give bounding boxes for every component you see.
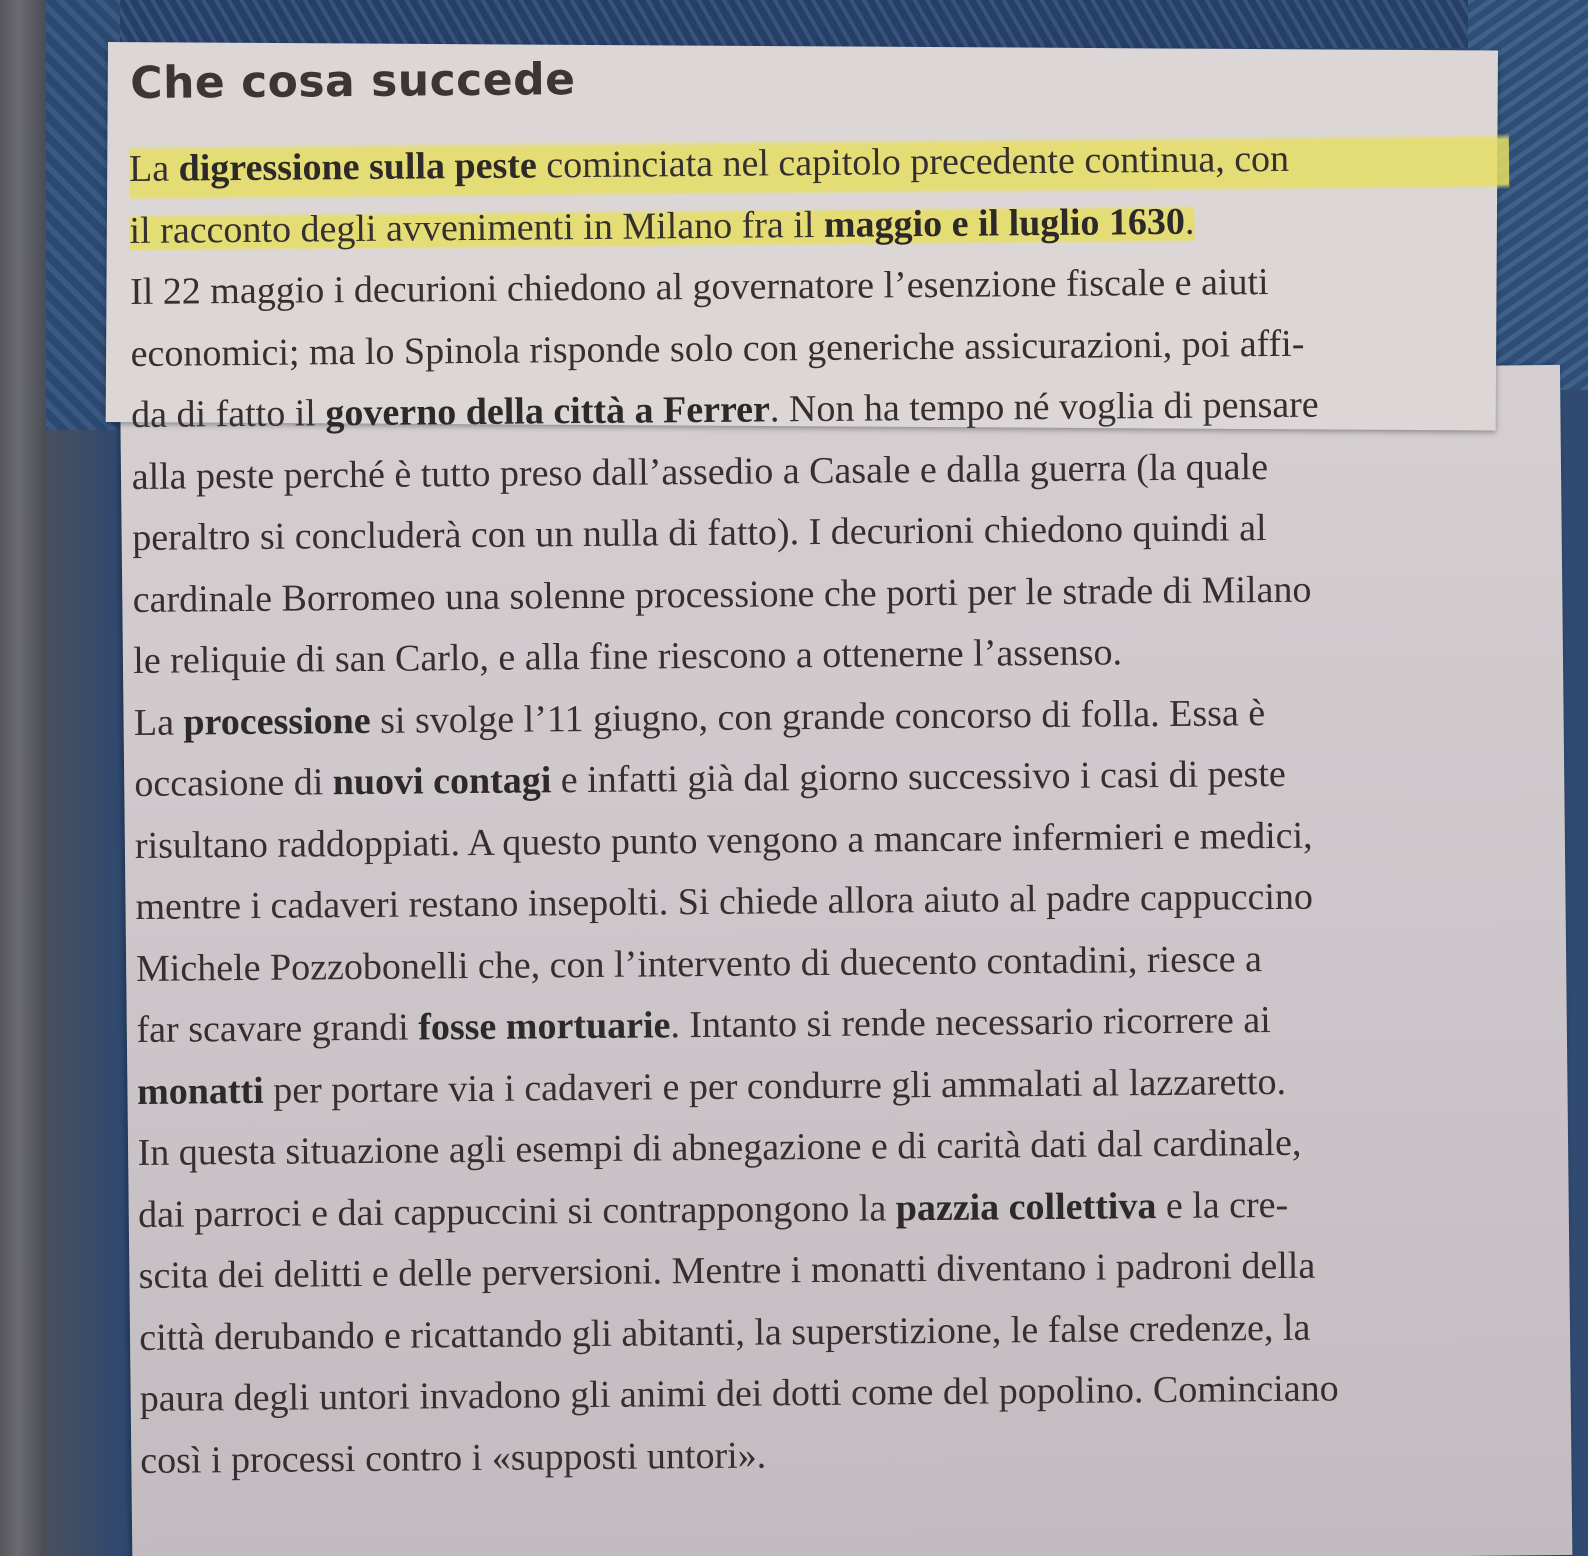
text-line: da di fatto il governo della città a Ferrer. Non ha tempo né voglia di pensare [131,383,1319,436]
bold-term: governo della città a Ferrer [325,388,771,435]
text-line: così i processi contro i «supposti untori». [140,1433,767,1482]
bold-term: fosse mortuarie [418,1004,671,1049]
bold-term: nuovi contagi [332,759,552,804]
text-line: Michele Pozzobonelli che, con l’intervento di duecento contadini, riesce a [135,937,1263,990]
text-line: dai parroci e dai cappuccini si contrappongono la pazzia collettiva e la cre- [137,1183,1289,1236]
bold-term: monatti [136,1069,264,1113]
text-line: peraltro si concluderà con un nulla di fatto). I decurioni chiedono quindi al [132,507,1267,559]
text-line: monatti per portare via i cadaveri e per condurre gli ammalati al lazzaretto. [136,1060,1287,1113]
bold-term: pazzia collettiva [895,1184,1157,1229]
text-line: cardinale Borromeo una solenne processione che porti per le strade di Milano [132,568,1312,621]
text-line: alla peste perché è tutto preso dall’assedio a Casale e dalla guerra (la quale [131,445,1269,498]
text-line: far scavare grandi fosse mortuarie. Intanto si rende necessario ricorrere ai [136,999,1271,1051]
text-line: il racconto degli avvenimenti in Milano fra il maggio e il luglio 1630. [129,200,1195,252]
text-line: Il 22 maggio i decurioni chiedono al governatore l’esenzione fiscale e aiuti [129,261,1269,313]
paragraph-processione [134,680,1521,1492]
page-content [128,38,1521,1492]
text-line: paura degli untori invadono gli animi dei dotti come del popolino. Cominciano [139,1367,1339,1420]
text-line: La digressione sulla peste cominciata nel capitolo precedente continua, con [129,127,1509,201]
text-line: le reliquie di san Carlo, e alla fine riescono a ottenerne l’assenso. [133,631,1123,682]
text-line: mentre i cadaveri restano insepolti. Si chiede allora aiuto al padre cappuccino [135,875,1314,928]
paragraph-decurioni [130,250,1514,693]
text-line: La processione si svolge l’11 giugno, con grande concorso di folla. Essa è [133,691,1266,744]
book-spine [0,0,46,1556]
bold-term: processione [183,699,371,744]
text-line: economici; ma lo Spinola risponde solo con generiche assicurazioni, poi affi- [130,322,1305,375]
bold-term: digressione sulla peste [178,144,538,190]
paragraph-intro [129,127,1510,262]
text-line: città derubando e ricattando gli abitanti, la superstizione, le false credenze, la [139,1306,1311,1359]
text-line: risultano raddoppiati. A questo punto vengono a mancare infermieri e medici, [134,814,1313,867]
text-line: In questa situazione agli esempi di abnegazione e di carità dati dal cardinale, [137,1121,1302,1174]
section-heading: Che cosa succede [130,54,576,109]
text-line: scita dei delitti e delle perversioni. Mentre i monatti diventano i padroni della [138,1244,1316,1297]
text-line: occasione di nuovi contagi e infatti già dal giorno successivo i casi di peste [134,752,1286,805]
bold-term: maggio e il luglio 1630 [823,200,1186,246]
